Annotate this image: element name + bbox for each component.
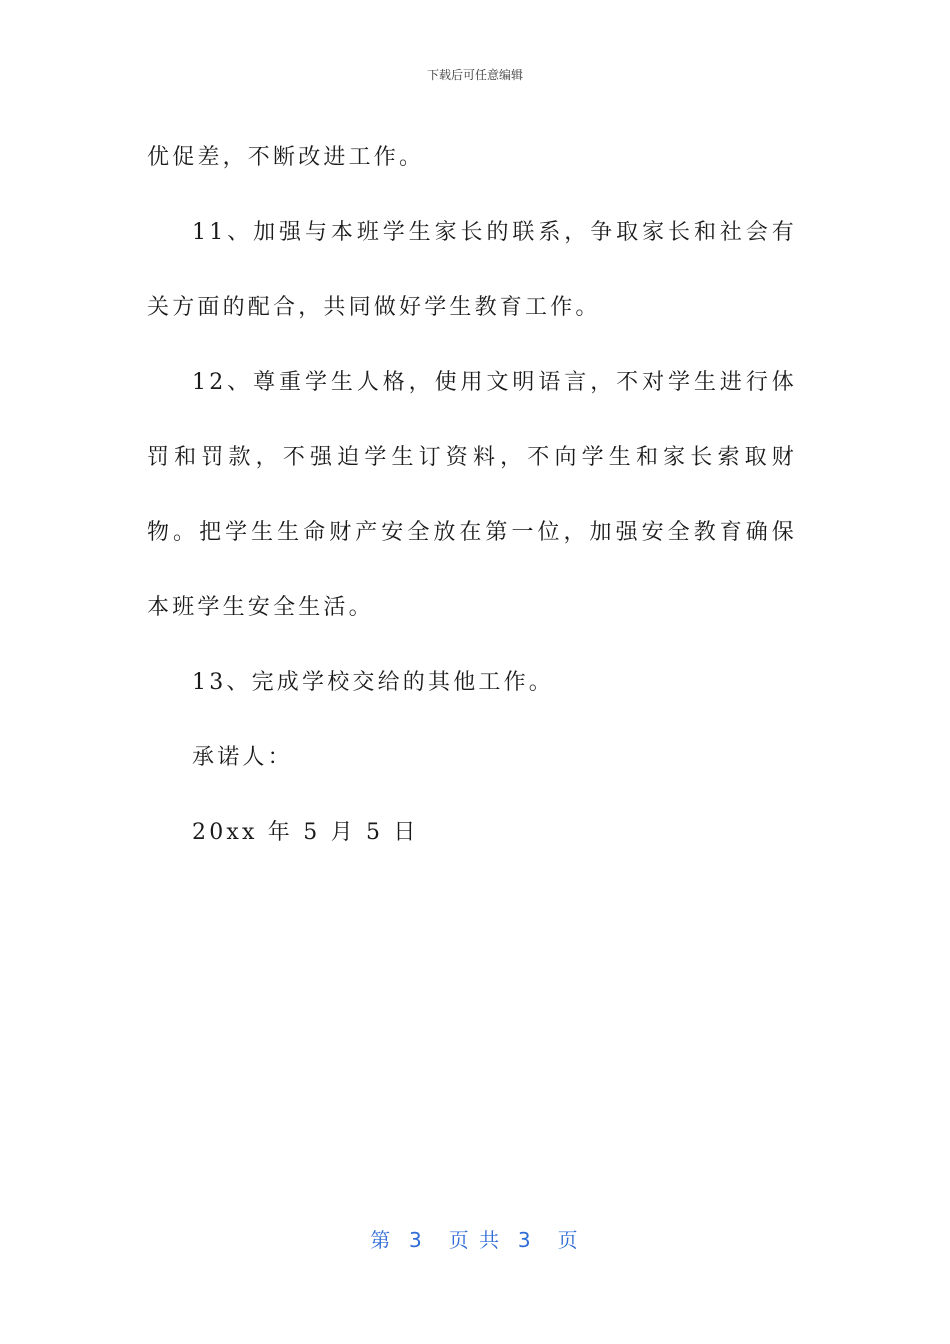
paragraph-continuation: 优促差，不断改进工作。 xyxy=(147,145,425,170)
paragraph-item-12: 12、尊重学生人格，使用文明语言，不对学生进行体罚和罚款，不强迫学生订资料，不向学生和家长索取财物。把学生生命财产安全放在第一位，加强安全教育确保本班学生安全生活。 xyxy=(147,370,797,620)
document-body xyxy=(147,120,797,870)
signature-date: 20xx 年 5 月 5 日 xyxy=(192,820,419,845)
page-number-footer: 第 3 页 共 3 页 xyxy=(370,1228,580,1252)
paragraph-item-13: 13、完成学校交给的其他工作。 xyxy=(192,670,554,695)
paragraph-item-11: 11、加强与本班学生家长的联系，争取家长和社会有关方面的配合，共同做好学生教育工作。 xyxy=(147,220,797,320)
page-header: 下载后可任意编辑 xyxy=(426,68,523,82)
signatory-label: 承诺人： xyxy=(192,745,293,770)
